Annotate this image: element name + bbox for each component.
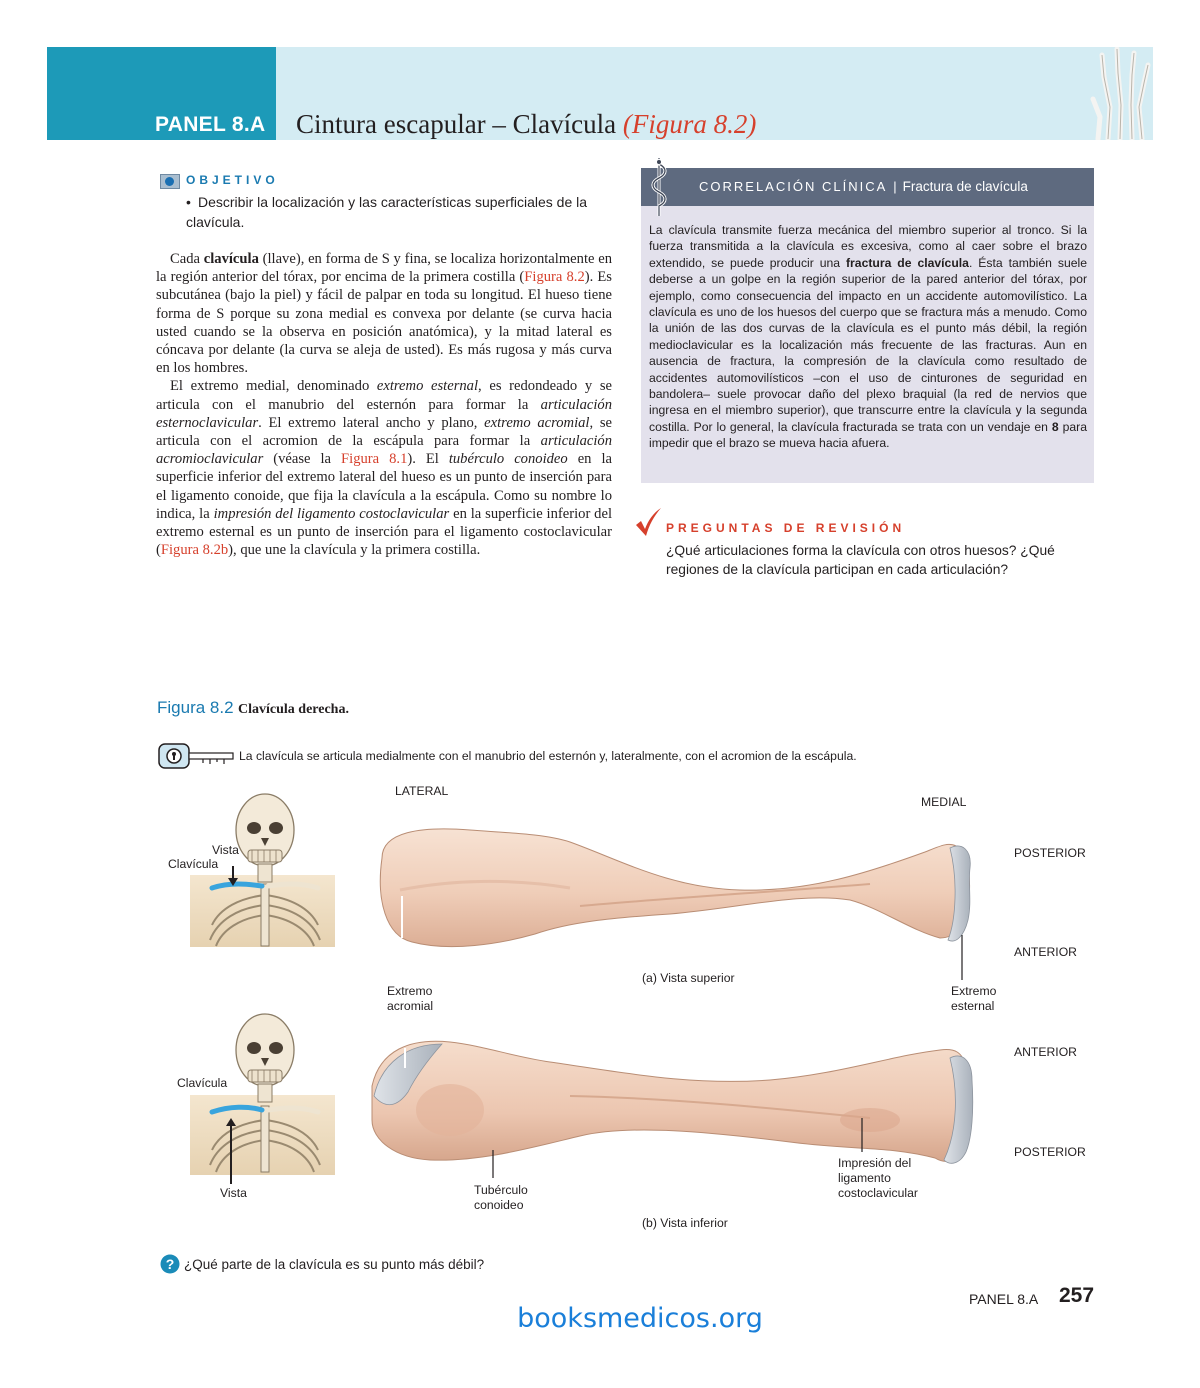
label-medial: MEDIAL: [921, 795, 967, 809]
checkmark-icon: [634, 507, 662, 537]
term: tubérculo conoideo: [448, 451, 568, 468]
clinical-separator: |: [893, 179, 897, 194]
text-run: Cada: [170, 251, 204, 267]
hand-skeleton-icon: [1090, 47, 1153, 140]
term: extremo esternal: [376, 378, 479, 395]
clavicle-superior-view: [380, 829, 970, 947]
page-number: 257: [1059, 1284, 1095, 1307]
objective-icon: [160, 174, 180, 189]
figure-number: Figura 8.2: [157, 698, 234, 717]
text-run: en la superficie inferior del extremo lateral del hueso es un punto de inserción para el ligamento conoide, que fija la clavícula a la escápula. Como su nombre lo indica, la: [156, 451, 612, 522]
term-clavicula: clavícula: [203, 251, 259, 267]
label-anterior-bottom: ANTERIOR: [1014, 1045, 1077, 1059]
label-tuberculo-conoideo: Tubérculo conoideo: [474, 1183, 528, 1212]
label-vista-a: Vista: [212, 843, 239, 857]
body-text: [156, 250, 612, 559]
label-anterior-top: ANTERIOR: [1014, 945, 1077, 959]
label-view-inferior: (b) Vista inferior: [642, 1216, 728, 1230]
title-figure-ref: (Figura 8.2): [622, 109, 757, 139]
watermark[interactable]: booksmedicos.org: [517, 1303, 763, 1334]
label-vista-b: Vista: [220, 1186, 247, 1200]
label-clavicula-a: Clavícula: [168, 857, 219, 871]
term: extremo acromial: [484, 414, 590, 431]
objective-item: [186, 192, 616, 232]
footer-panel-label: PANEL 8.A: [969, 1291, 1039, 1307]
term: articulación acromioclavicular: [156, 433, 612, 468]
objective-title: OBJETIVO: [186, 173, 279, 187]
page-title: [296, 109, 756, 140]
question-icon: [160, 1254, 180, 1274]
text-run: El extremo medial, denominado: [170, 378, 377, 395]
label-posterior-top: POSTERIOR: [1014, 846, 1086, 860]
clinical-title-text: CORRELACIÓN CLÍNICA: [699, 179, 888, 194]
text-run: (llave), en forma de S y fina, se localiza horizontalmente en la región anterior del tórax, por encima de la primera costilla (: [156, 251, 612, 286]
label-posterior-bottom: POSTERIOR: [1014, 1145, 1086, 1159]
body-paragraph-2: [156, 377, 612, 559]
label-extremo-acromial: Extremo acromial: [387, 984, 434, 1013]
figure-caption-text: Clavícula derecha.: [238, 702, 349, 717]
clavicle-inferior-view: [372, 1041, 973, 1163]
label-lateral: LATERAL: [395, 784, 449, 798]
body-paragraph-1: [156, 250, 612, 377]
panel-label: PANEL 8.A: [155, 113, 266, 136]
text-run: ), que une la clavícula y la primera costilla.: [228, 542, 481, 559]
term: impresión del ligamento costoclavicular: [213, 505, 450, 522]
bullet: •: [186, 194, 191, 210]
figure-link[interactable]: Figura 8.2: [524, 269, 585, 286]
clinical-text: [649, 222, 1087, 452]
clinical-title: [699, 179, 1028, 194]
question-icon-glyph: ?: [165, 1256, 175, 1272]
label-impresion-ligamento: Impresión del ligamento costoclavicular: [838, 1156, 918, 1200]
review-question: ¿Qué articulaciones forma la clavícula con otros huesos? ¿Qué regiones de la clavícula participan en cada articulación?: [666, 543, 1055, 577]
figure-link[interactable]: Figura 8.2b: [160, 542, 229, 559]
text-run: ). Es subcutánea (bajo la piel) y fácil de palpar en toda su longitud. El hueso tiene forma de S porque su zona medial es convexa por delante (se curva hacia usted cuando se la observa en posición anatómica), y la mitad lateral es cóncava por delante (la curva se aleja de usted). Es más rugosa y más curva en los hombres.: [156, 269, 612, 377]
text-run: La clavícula transmite fuerza mecánica del miembro superior al tronco. Si la fuerza transmitida a la clavícula es excesiva, como al caer sobre el brazo extendido, se puede producir una: [649, 223, 1087, 270]
label-view-superior: (a) Vista superior: [642, 971, 735, 985]
label-clavicula-b: Clavícula: [177, 1076, 228, 1090]
figure-question: ¿Qué parte de la clavícula es su punto más débil?: [184, 1257, 485, 1272]
review-title: PREGUNTAS DE REVISIÓN: [666, 521, 906, 535]
text-run: ). El: [407, 451, 449, 468]
figure-caption: [157, 698, 349, 718]
term-fractura: fractura de clavícula: [846, 255, 969, 270]
text-run: , se articula con el acromion de la escápula para formar la: [156, 414, 613, 450]
skeleton-thumbnail-inferior: [190, 1014, 335, 1184]
text-run: . Ésta también suele deberse a un golpe en la región superior de la pared anterior del tórax, por ejemplo, como consecuencia del impacto en un accidente automovilístico. La clavícula es uno de los huesos del cuerpo que se fractura más a menudo. Como la unión de las dos curvas de la clavícula es el punto más débil, la región medioclavicular es la localización más frecuente de las fracturas. Aun en ausencia de fractura, la compresión de la clavícula como resultado de accidentes automovilísticos –con el uso de cinturones de seguridad en bandolera– suele provocar daño del plexo braquial (la red de nervios que ingresa en el miembro superior), que transcurre entre la clavícula y la segunda costilla. Por lo general, la clavícula fracturada se trata con un vendaje en: [649, 255, 1087, 434]
text-run: en la superficie inferior del extremo esternal es un punto de inserción para el ligamento costoclavicular (: [156, 505, 613, 559]
clinical-subtitle: Fractura de clavícula: [902, 179, 1028, 194]
key-concept-text: La clavícula se articula medialmente con el manubrio del esternón y, lateralmente, con el acromion de la escápula.: [239, 749, 857, 763]
bandage-number: 8: [1051, 419, 1059, 434]
objective-item-text: Describir la localización y las características superficiales de la clavícula.: [186, 194, 588, 230]
text-run: . El extremo lateral ancho y plano,: [258, 414, 485, 431]
label-extremo-esternal: Extremo esternal: [951, 984, 997, 1013]
term: articulación esternoclavicular: [156, 396, 612, 431]
title-text: Cintura escapular – Clavícula: [296, 109, 617, 139]
text-run: (véase la: [263, 451, 342, 468]
key-icon: [158, 743, 234, 769]
figure-link[interactable]: Figura 8.1: [341, 451, 408, 468]
text-run: para impedir que el brazo se mueva hacia afuera.: [649, 419, 1087, 451]
text-run: , es redondeado y se articula con el manubrio del esternón para formar la: [156, 378, 612, 413]
caduceus-icon: [649, 156, 669, 218]
